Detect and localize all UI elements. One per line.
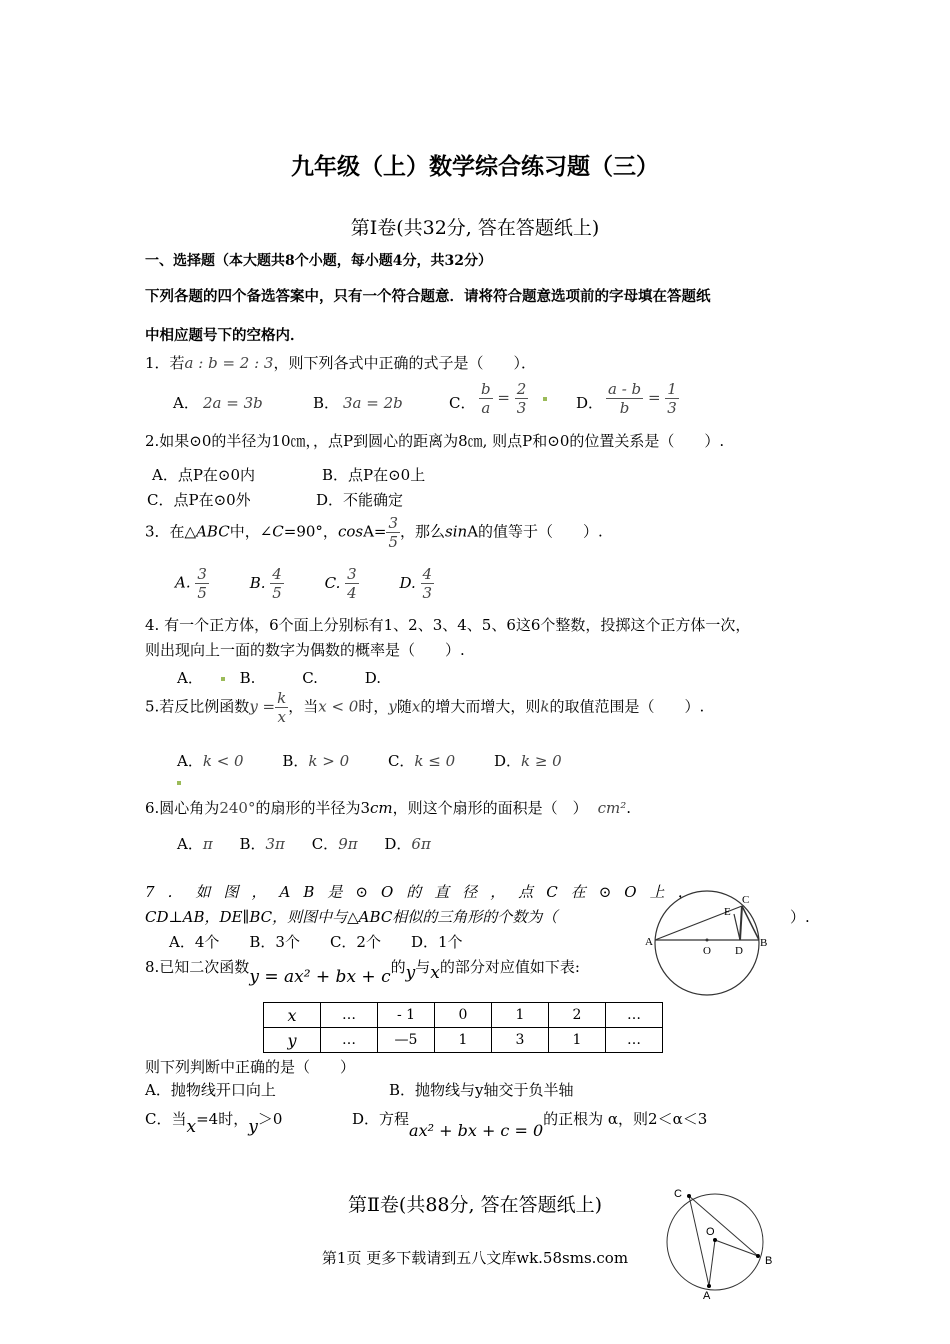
question-7-choices: A．4个 B．3个 C．2个 D．1个 bbox=[169, 933, 463, 951]
label-o2: O bbox=[706, 1226, 715, 1238]
label-b: B bbox=[760, 937, 768, 949]
label-c2: C bbox=[674, 1188, 682, 1200]
page-footer: 第1页 更多下载请到五八文库wk.58sms.com bbox=[321, 1249, 629, 1267]
table-cell: 2 bbox=[549, 1003, 606, 1028]
question-5-choices: A．k < 0 B．k > 0 C．k ≤ 0 D．k ≥ 0 bbox=[177, 752, 562, 770]
label-a: A bbox=[645, 936, 653, 948]
values-table bbox=[263, 1002, 663, 1053]
table-row-x bbox=[264, 1003, 663, 1028]
table-row-y bbox=[264, 1028, 663, 1053]
question-8-choice-d: D．方程ax² + bx + c = 0的正根为 α，则2＜α＜3 bbox=[352, 1110, 708, 1140]
section1-instruction-2: 中相应题号下的空格内． bbox=[145, 327, 305, 344]
label-e: E bbox=[724, 906, 731, 918]
question-8-prompt: 则下列判断中正确的是（ ） bbox=[145, 1058, 356, 1076]
part2-heading: 第Ⅱ卷(共88分, 答在答题纸上) bbox=[348, 1194, 602, 1216]
table-cell: 3 bbox=[492, 1028, 549, 1053]
question-4-line-2: 则出现向上一面的数字为偶数的概率是（ ）. bbox=[145, 641, 465, 659]
circle-o bbox=[655, 891, 759, 995]
question-4-line-1: 4. 有一个正方体，6个面上分别标有1、2、3、4、5、6这6个整数，投掷这个正方体一次， bbox=[145, 616, 751, 634]
question-2-choice-d: D．不能确定 bbox=[316, 491, 404, 509]
table-cell: 1 bbox=[435, 1028, 492, 1053]
segment-de bbox=[734, 914, 740, 940]
center-point bbox=[706, 939, 709, 942]
question-7-line-1: 7．如图，AB是⊙O的直径，点C在⊙O上， bbox=[145, 883, 706, 901]
question-8-choice-c: C．当x=4时，y＞0 bbox=[145, 1110, 283, 1137]
point-c bbox=[687, 1194, 691, 1198]
circle-figure-part2 bbox=[665, 1180, 780, 1300]
label-b2: B bbox=[765, 1255, 773, 1267]
question-3-choices: A. $\frac{3}{5}$ B. $\frac{4}{5}$ C. $\frac{3}{4}$ D. $\frac{4}{3}$ bbox=[175, 565, 433, 602]
chord-ca bbox=[689, 1196, 709, 1286]
label-o: O bbox=[703, 945, 711, 957]
question-6-stem: 6.圆心角为240°的扇形的半径为3cm，则这个扇形的面积是（ ） cm². bbox=[145, 799, 632, 817]
point-o bbox=[713, 1238, 717, 1242]
question-3-stem: 3．在△ABC中，∠C=90°，cosA= $\frac{3}{5}$ ，那么sinA的值等于（ ）. bbox=[145, 514, 603, 551]
table-header-y: y bbox=[264, 1028, 321, 1053]
label-c: C bbox=[742, 894, 750, 906]
table-cell: —5 bbox=[378, 1028, 435, 1053]
question-2-stem: 2.如果⊙0的半径为10㎝，，点P到圆心的距离为8㎝, 则点P和⊙0的位置关系是（ ）. bbox=[145, 432, 725, 450]
table-cell: 0 bbox=[435, 1003, 492, 1028]
section1-heading: 一、选择题（本大题共8个小题，每小题4分，共32分） bbox=[145, 253, 492, 269]
table-cell: 1 bbox=[492, 1003, 549, 1028]
question-2-choice-b: B．点P在⊙0上 bbox=[322, 466, 426, 484]
question-8-choice-a: A．抛物线开口向上 bbox=[145, 1081, 276, 1099]
section1-instruction-1: 下列各题的四个备选答案中，只有一个符合题意．请将符合题意选项前的字母填在答题纸 bbox=[145, 288, 711, 305]
question-8-choice-b: B．抛物线与y轴交于负半轴 bbox=[389, 1081, 574, 1099]
question-2-choice-a: A．点P在⊙0内 bbox=[152, 466, 256, 484]
question-7-line-2: CD⊥AB，DE∥BC，则图中与△ABC相似的三角形的个数为（ bbox=[145, 908, 558, 926]
label-d: D bbox=[735, 945, 743, 957]
table-cell: 1 bbox=[549, 1028, 606, 1053]
part1-heading: 第Ⅰ卷(共32分, 答在答题纸上) bbox=[350, 217, 600, 239]
question-2-choice-c: C．点P在⊙0外 bbox=[147, 491, 251, 509]
circle-figure-q7 bbox=[645, 888, 775, 998]
table-cell: … bbox=[321, 1003, 378, 1028]
question-4-choices: A． B. C. D. bbox=[177, 669, 381, 687]
question-7-line-2-end: ）. bbox=[790, 908, 810, 926]
table-header-x: x bbox=[264, 1003, 321, 1028]
label-a2: A bbox=[703, 1290, 711, 1300]
page-title: 九年级（上）数学综合练习题（三） bbox=[291, 153, 659, 180]
question-5-stem: 5.若反比例函数y = $\frac{k}{x}$ ，当x < 0时，y随x的增大而增大，则k的取值范围是（ ）. bbox=[145, 689, 705, 726]
segment-cd bbox=[740, 906, 742, 940]
question-8-stem: 8.已知二次函数y = ax² + bx + c的y与x的部分对应值如下表: bbox=[145, 958, 580, 987]
point-a bbox=[707, 1284, 711, 1288]
question-6-choices: A．π B．3π C．9π D．6π bbox=[177, 835, 431, 853]
table-cell: … bbox=[606, 1003, 663, 1028]
question-1-stem: 1．若a : b = 2 : 3，则下列各式中正确的式子是（ ）． bbox=[145, 354, 536, 372]
table-cell: … bbox=[321, 1028, 378, 1053]
table-cell: … bbox=[606, 1028, 663, 1053]
chord-bc bbox=[742, 906, 759, 940]
table-cell: - 1 bbox=[378, 1003, 435, 1028]
